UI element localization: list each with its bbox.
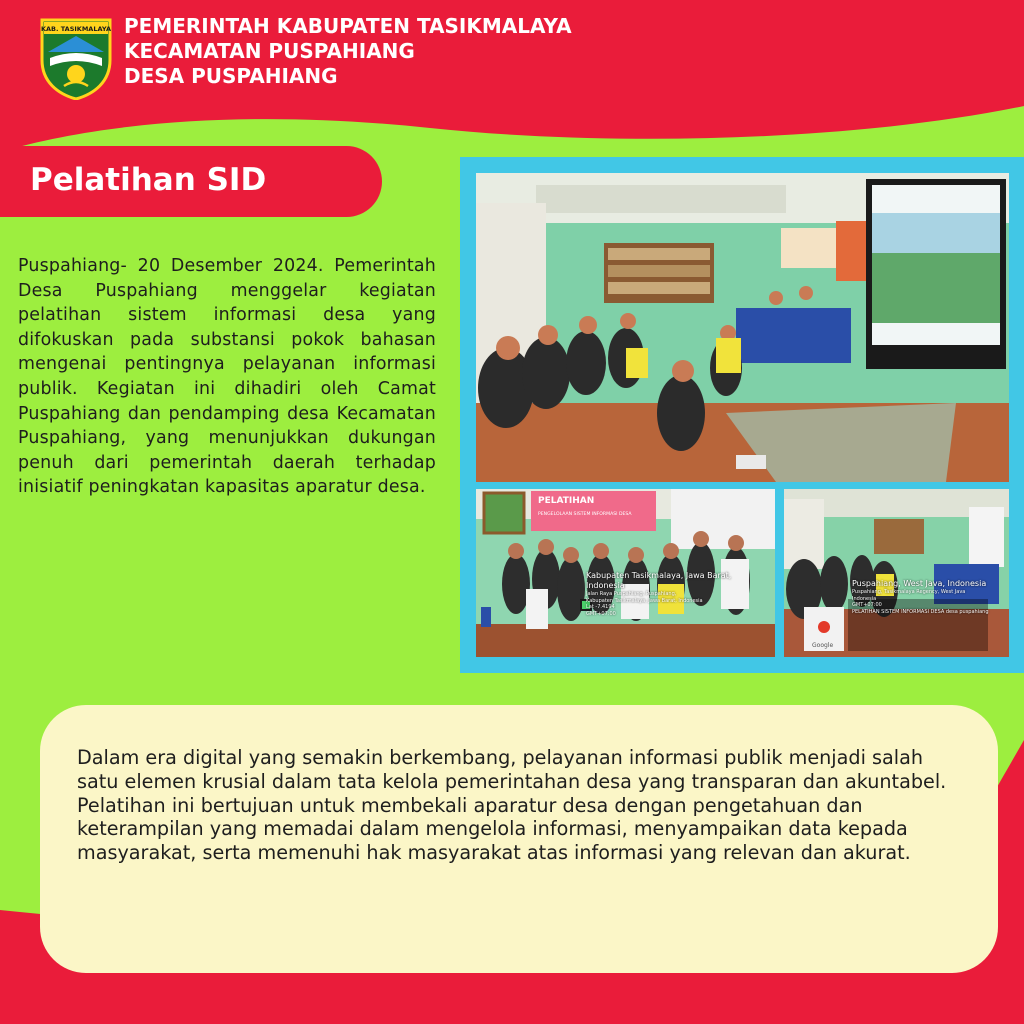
info-box (40, 705, 998, 973)
org-line-district: KECAMATAN PUSPAHIANG (124, 39, 415, 63)
photo-collage (460, 157, 1024, 673)
geotag-right-line: PELATIHAN SISTEM INFORMASI DESA desa puspahiang (852, 608, 989, 615)
geotag-right-line: Puspahiang, Tasikmalaya Regency, West Java (852, 589, 966, 595)
geotag-left-line: Jalan Raya Puspahiang, Puspahiang, (586, 591, 677, 597)
banner-subtitle: PENGELOLAAN SISTEM INFORMASI DESA (538, 512, 632, 517)
photo-training-room (476, 173, 1009, 482)
geotag-right-line: GMT+07:00 (852, 602, 882, 608)
regency-logo (38, 12, 114, 100)
photo-group (476, 489, 775, 657)
geotag-left-line: GMT+07:00 (586, 610, 616, 617)
info-paragraph: Dalam era digital yang semakin berkembang, pelayanan informasi publik menjadi salah satu elemen krusial dalam tata kelola pemerintahan desa yang transparan dan akuntabel. Pelatihan ini bertujuan untuk membekali aparatur desa dengan pengetahuan dan keterampilan yang memadai dalam mengelola informasi, menyampaikan data kepada masyarakat, serta memenuhi hak masyarakat atas informasi yang relevan dan akurat. (77, 746, 947, 865)
geotag-left-line: Kabupaten Tasikmalaya, Jawa Barat, Indonesia (586, 597, 703, 604)
geotag-left (586, 571, 772, 617)
org-line-regency: PEMERINTAH KABUPATEN TASIKMALAYA (124, 14, 572, 38)
geotag-right (852, 579, 1002, 615)
page-title: Pelatihan SID (30, 162, 267, 198)
news-paragraph: Puspahiang- 20 Desember 2024. Pemerintah Desa Puspahiang menggelar kegiatan pelatihan sistem informasi desa yang difokuskan pada substansi pokok bahasan mengenai pentingnya pelayanan informasi publik. Kegiatan ini dihadiri oleh Camat Puspahiang dan pendamping desa Kecamatan Puspahiang, yang menunjukkan dukungan penuh dari pemerintah daerah terhadap inisiatif peningkatan kapasitas aparatur desa. (18, 256, 436, 498)
org-line-village: DESA PUSPAHIANG (124, 64, 338, 88)
banner-title: PELATIHAN (538, 496, 595, 506)
geotag-right-title: Puspahiang, West Java, Indonesia (852, 579, 987, 588)
title-banner (0, 146, 382, 217)
geotag-left-title: Kabupaten Tasikmalaya, Jawa Barat, Indonesia (586, 571, 732, 590)
geotag-left-line: Lat -7.4194 (586, 604, 615, 610)
logo-label: KAB. TASIKMALAYA (40, 25, 112, 33)
geotag-right-line: Indonesia (852, 595, 877, 602)
map-label: Google (812, 642, 834, 649)
org-header (124, 14, 572, 89)
photo-participants (784, 489, 1009, 657)
